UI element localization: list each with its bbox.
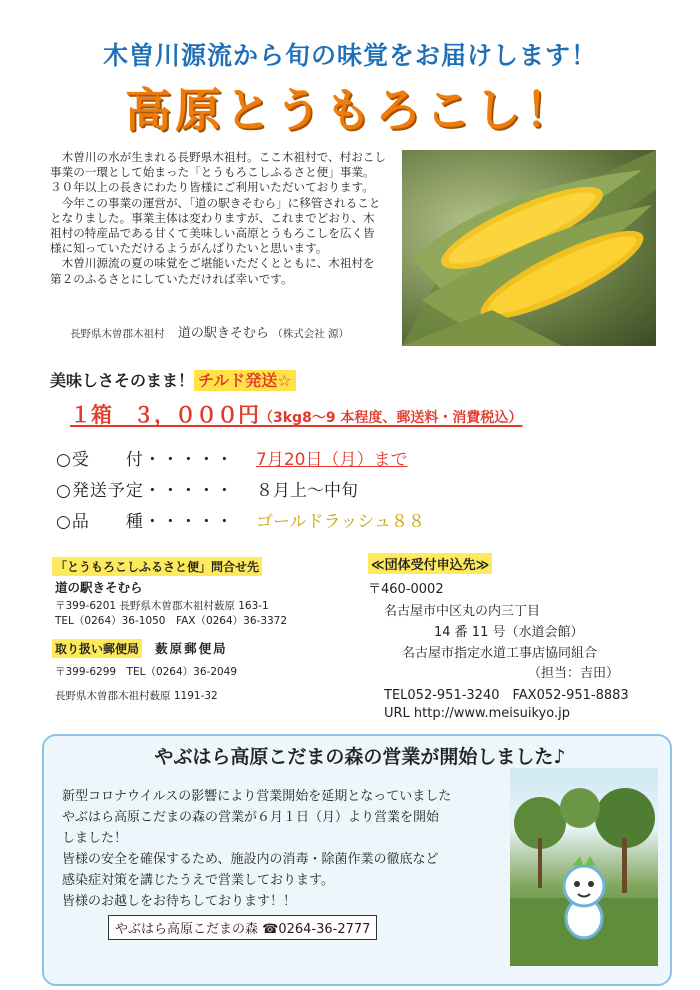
intro-paragraph: 木曽川の水が生まれる長野県木祖村。ここ木祖村で、村おこし事業の一環として始まった「とうもろこしふるさと便」事業。３０年以上の長きにわたり皆様にご利用いただいております。 bbox=[50, 150, 386, 195]
post-name: 薮原郵便局 bbox=[155, 641, 228, 656]
group-zip: 〒460-0002 bbox=[368, 582, 444, 597]
station-address: 〒399-6201 長野県木曽郡木祖村薮原 163-1 bbox=[55, 600, 269, 612]
info-reception bbox=[56, 445, 407, 470]
page-title: 高原とうもろこし！ bbox=[125, 83, 575, 137]
notice-line: 感染症対策を講じたうえで営業しております。 bbox=[62, 873, 334, 888]
intro-paragraph: 木曽川源流の夏の味覚をご堪能いただくとともに、木祖村を第２のふるさとにしていただければ幸いです。 bbox=[50, 256, 375, 286]
signature bbox=[70, 322, 400, 341]
info-value: ８月上～中旬 bbox=[256, 481, 358, 501]
info-variety bbox=[56, 507, 425, 532]
notice-line: やぶはら高原こだまの森の営業が６月１日（月）より営業を開始 bbox=[62, 810, 440, 825]
notice-line: しました！ bbox=[62, 831, 128, 846]
group-person: （担当：吉田） bbox=[528, 666, 620, 681]
post-heading-wrap bbox=[52, 638, 228, 658]
corn-photo bbox=[402, 150, 656, 346]
notice-title: やぶはら高原こだまの森の営業が開始しました♪ bbox=[154, 746, 566, 768]
inquiry-heading: 「とうもろこしふるさと便」問合せ先 bbox=[52, 556, 262, 576]
group-url[interactable]: URL http://www.meisuikyo.jp bbox=[384, 706, 570, 721]
signature-company: （株式会社 源） bbox=[272, 328, 350, 340]
notice-body bbox=[62, 786, 482, 912]
signature-village: 長野県木曽郡木祖村 bbox=[70, 328, 165, 340]
post-tel: 〒399-6299 TEL（0264）36-2049 bbox=[55, 666, 238, 678]
info-value: 7月20日（月）まで bbox=[256, 450, 408, 470]
station-tel: TEL（0264）36-1050 FAX（0264）36-3372 bbox=[55, 615, 288, 627]
group-heading: ≪団体受付申込先≫ bbox=[368, 553, 492, 574]
info-value: ゴールドラッシュ８８ bbox=[256, 512, 425, 532]
chilled-badge: チルド発送☆ bbox=[194, 370, 296, 391]
intro-paragraph: 今年この事業の運営が、「道の駅きそむら」に移管されることとなりました。事業主体は変わりますが、これまでどおり、木祖村の特産品である甘くて美味しい高原とうもろこしを広く皆様に知っていただけるようがんばりたいと思います。 bbox=[50, 195, 381, 256]
price-row bbox=[70, 399, 522, 429]
group-org: 名古屋市指定水道工事店協同組合 bbox=[402, 646, 598, 661]
info-label: ○受 付・・・・・ bbox=[56, 450, 234, 470]
forest-contact: やぶはら高原こだまの森 ☎0264-36-2777 bbox=[108, 915, 377, 940]
post-heading: 取り扱い郵便局 bbox=[52, 639, 142, 658]
notice-line: 皆様のお越しをお待ちしております！！ bbox=[62, 894, 297, 909]
price-note: （3kg8～9 本程度、郵送料・消費税込） bbox=[259, 410, 523, 426]
offer-lead bbox=[50, 368, 296, 391]
info-label: ○発送予定・・・・・ bbox=[56, 481, 234, 501]
lead-text: 美味しさそのまま！ bbox=[50, 371, 195, 390]
price: １箱 ３，０００円 bbox=[70, 403, 259, 427]
notice-line: 新型コロナウイルスの影響により営業開始を延期となっていました bbox=[62, 789, 452, 804]
notice-line: 皆様の安全を確保するため、施設内の消毒・除菌作業の徹底など bbox=[62, 852, 439, 867]
info-shipping bbox=[56, 476, 358, 501]
signature-station: 道の駅きそむら bbox=[177, 326, 269, 341]
subtitle: 木曽川源流から旬の味覚をお届けします！ bbox=[102, 41, 597, 70]
station-name: 道の駅きそむら bbox=[55, 580, 143, 595]
group-heading-wrap bbox=[368, 553, 492, 574]
group-tel-fax: TEL052-951-3240 FAX052-951-8883 bbox=[384, 688, 629, 703]
info-label: ○品 種・・・・・ bbox=[56, 512, 234, 532]
group-address-1: 名古屋市中区丸の内三丁目 bbox=[384, 604, 541, 619]
forest-photo bbox=[510, 768, 658, 966]
post-address: 長野県木曽郡木祖村薮原 1191-32 bbox=[55, 690, 218, 702]
group-address-2: 14 番 11 号（水道会館） bbox=[434, 625, 584, 640]
intro-text bbox=[50, 150, 386, 287]
